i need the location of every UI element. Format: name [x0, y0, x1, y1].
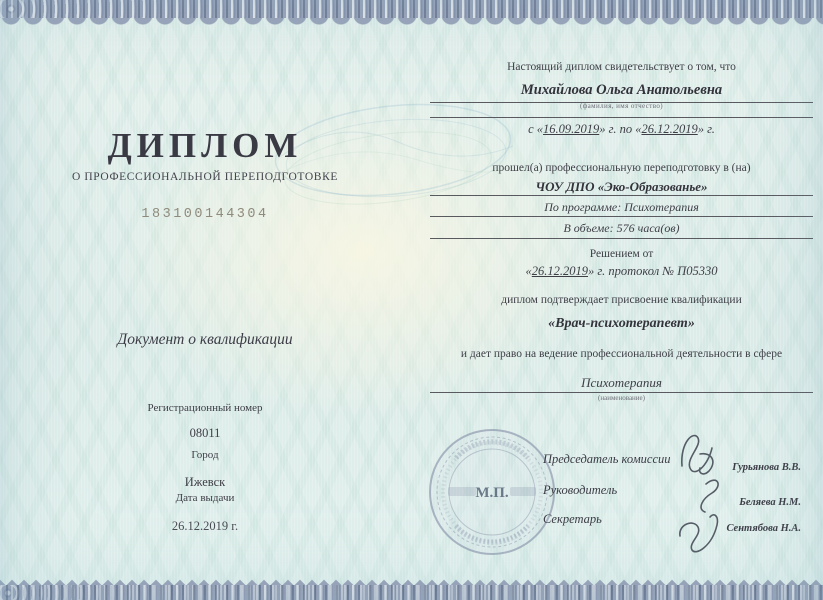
city-value: Ижевск [184, 475, 226, 489]
ornamental-border-top [0, 0, 823, 18]
protocol-prefix: « [525, 264, 532, 278]
rule-line [430, 392, 813, 393]
diploma-title: ДИПЛОМ [107, 126, 303, 165]
stamp-label: М.П. [475, 485, 509, 501]
period-mid: » г. по « [599, 122, 642, 136]
signer-name-secretary: Сентябова Н.А. [726, 523, 801, 534]
document-kind-label: Документ о квалификации [117, 331, 293, 348]
ornamental-border-bottom [0, 585, 823, 600]
signer-title-head: Руководитель [543, 483, 618, 497]
period-end-date: 26.12.2019 [641, 122, 698, 136]
rule-line [430, 238, 813, 239]
study-period [430, 122, 813, 137]
sphere-caption: (наименование) [598, 394, 645, 402]
sphere-value: Психотерапия [581, 375, 662, 390]
volume-line: В объеме: 576 часа(ов) [563, 221, 680, 235]
holder-name-caption: (фамилия, имя отчество) [580, 102, 663, 110]
qualification-line: диплом подтверждает присвоение квалификации [501, 294, 742, 306]
ornamental-border-bottom-zigzag [0, 578, 823, 585]
registration-number-label: Регистрационный номер [147, 402, 263, 414]
rule-line [430, 216, 813, 217]
ornamental-border-top-scallop [0, 18, 823, 27]
training-line: прошел(а) профессиональную переподготовку в (на) [492, 162, 751, 174]
qualification-value: «Врач-психотерапевт» [548, 316, 695, 331]
rights-line: и дает право на ведение профессиональной деятельности в сфере [460, 348, 783, 360]
signer-name-chairman: Гурьянова В.В. [732, 462, 801, 473]
official-stamp [426, 426, 558, 558]
signer-title-secretary: Секретарь [543, 512, 602, 526]
city-label: Город [191, 449, 219, 461]
diploma-serial-number: 183100144304 [141, 207, 269, 222]
signer-title-chairman: Председатель комиссии [543, 452, 671, 466]
issue-date-label: Дата выдачи [175, 492, 235, 504]
rule-line [430, 195, 813, 196]
period-prefix: с « [528, 122, 543, 136]
period-suffix: » г. [697, 122, 715, 136]
period-start-date: 16.09.2019 [543, 122, 600, 136]
organization-name: ЧОУ ДПО «Эко-Образованье» [535, 179, 708, 194]
signature-strokes [660, 424, 740, 559]
protocol-date: 26.12.2019 [531, 264, 589, 278]
program-line: По программе: Психотерапия [544, 200, 699, 214]
decision-label: Решением от [589, 248, 654, 260]
ornamental-wave-line [0, 568, 823, 577]
diploma-subtitle: О ПРОФЕССИОНАЛЬНОЙ ПЕРЕПОДГОТОВКЕ [72, 171, 338, 183]
holder-name: Михайлова Ольга Анатольевна [430, 82, 813, 103]
protocol-suffix: » г. протокол № П05330 [588, 264, 718, 278]
issue-date-value: 26.12.2019 г. [171, 519, 239, 533]
registration-number-value: 08011 [189, 426, 221, 440]
protocol-line [430, 264, 813, 279]
signer-name-head: Беляева Н.М. [739, 497, 801, 508]
intro-line: Настоящий диплом свидетельствует о том, что [507, 61, 736, 73]
rule-line [430, 117, 813, 118]
